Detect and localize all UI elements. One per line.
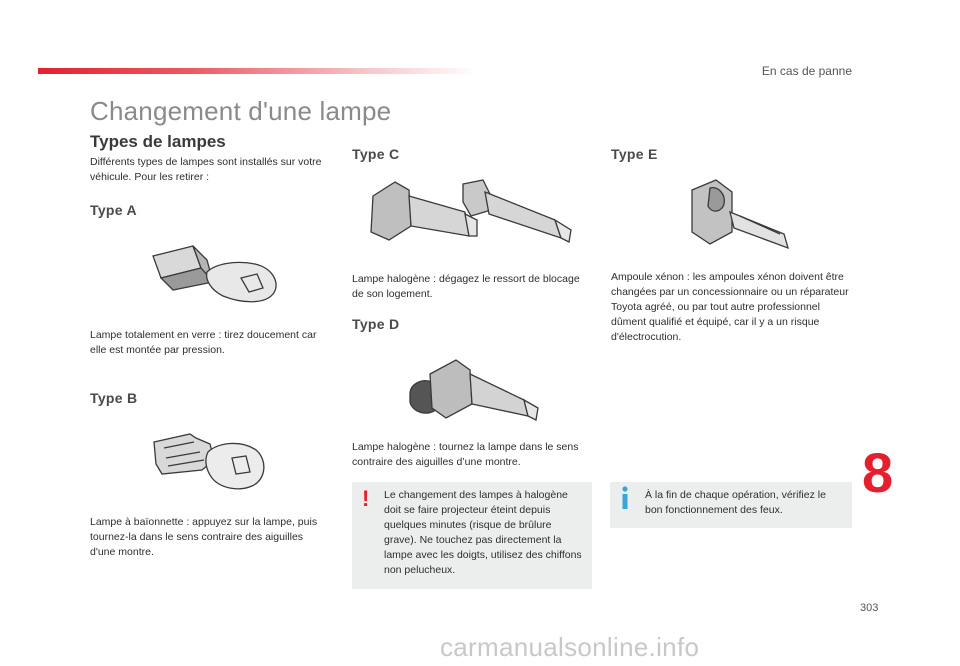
info-text: À la fin de chaque opération, vérifiez le bon fonctionnement des feux. — [645, 489, 826, 516]
chapter-title: En cas de panne — [761, 64, 852, 78]
type-c-text: Lampe halogène : dégagez le ressort de blocage de son logement. — [352, 273, 580, 300]
type-d-heading: Type D — [352, 316, 400, 332]
type-c-bulb-illustration — [365, 176, 585, 256]
type-b-heading: Type B — [90, 390, 138, 406]
type-a-bulb-illustration — [145, 238, 285, 308]
type-a-text: Lampe totalement en verre : tirez doucement car elle est montée par pression. — [90, 329, 317, 356]
chapter-number: 8 — [862, 441, 894, 504]
type-e-heading: Type E — [611, 146, 658, 162]
warning-icon: ! — [362, 486, 370, 511]
page-title: Changement d'une lampe — [90, 96, 392, 126]
watermark: carmanualsonline.info — [440, 632, 700, 662]
info-icon — [620, 486, 630, 510]
type-b-text: Lampe à baïonnette : appuyez sur la lampe, puis tournez-la dans le sens contraire des aiguilles d'une montre. — [90, 516, 318, 558]
warning-text: Le changement des lampes à halogène doit se faire projecteur éteint depuis quelques minutes (risque de brûlure grave). Ne touchez pas directement la lampe avec les doigts, utilisez des chiffons non pelucheux. — [384, 489, 582, 576]
header-accent-bar — [38, 68, 478, 74]
type-d-text: Lampe halogène : tournez la lampe dans le sens contraire des aiguilles d’une montre. — [352, 441, 579, 468]
intro-text: Différents types de lampes sont installés sur votre véhicule. Pour les retirer : — [90, 156, 322, 183]
type-d-bulb-illustration — [400, 350, 550, 430]
type-a-heading: Type A — [90, 202, 137, 218]
page-number: 303 — [860, 602, 879, 614]
type-e-text: Ampoule xénon : les ampoules xénon doivent être changées par un concessionnaire ou un réparateur Toyota agréé, ou par tout autre professionnel dûment qualifié et équipé, car il y a un risque d'électrocution. — [611, 271, 849, 343]
type-e-bulb-illustration — [680, 176, 800, 256]
type-b-bulb-illustration — [150, 428, 270, 493]
type-c-heading: Type C — [352, 146, 400, 162]
section-title: Types de lampes — [90, 132, 226, 151]
